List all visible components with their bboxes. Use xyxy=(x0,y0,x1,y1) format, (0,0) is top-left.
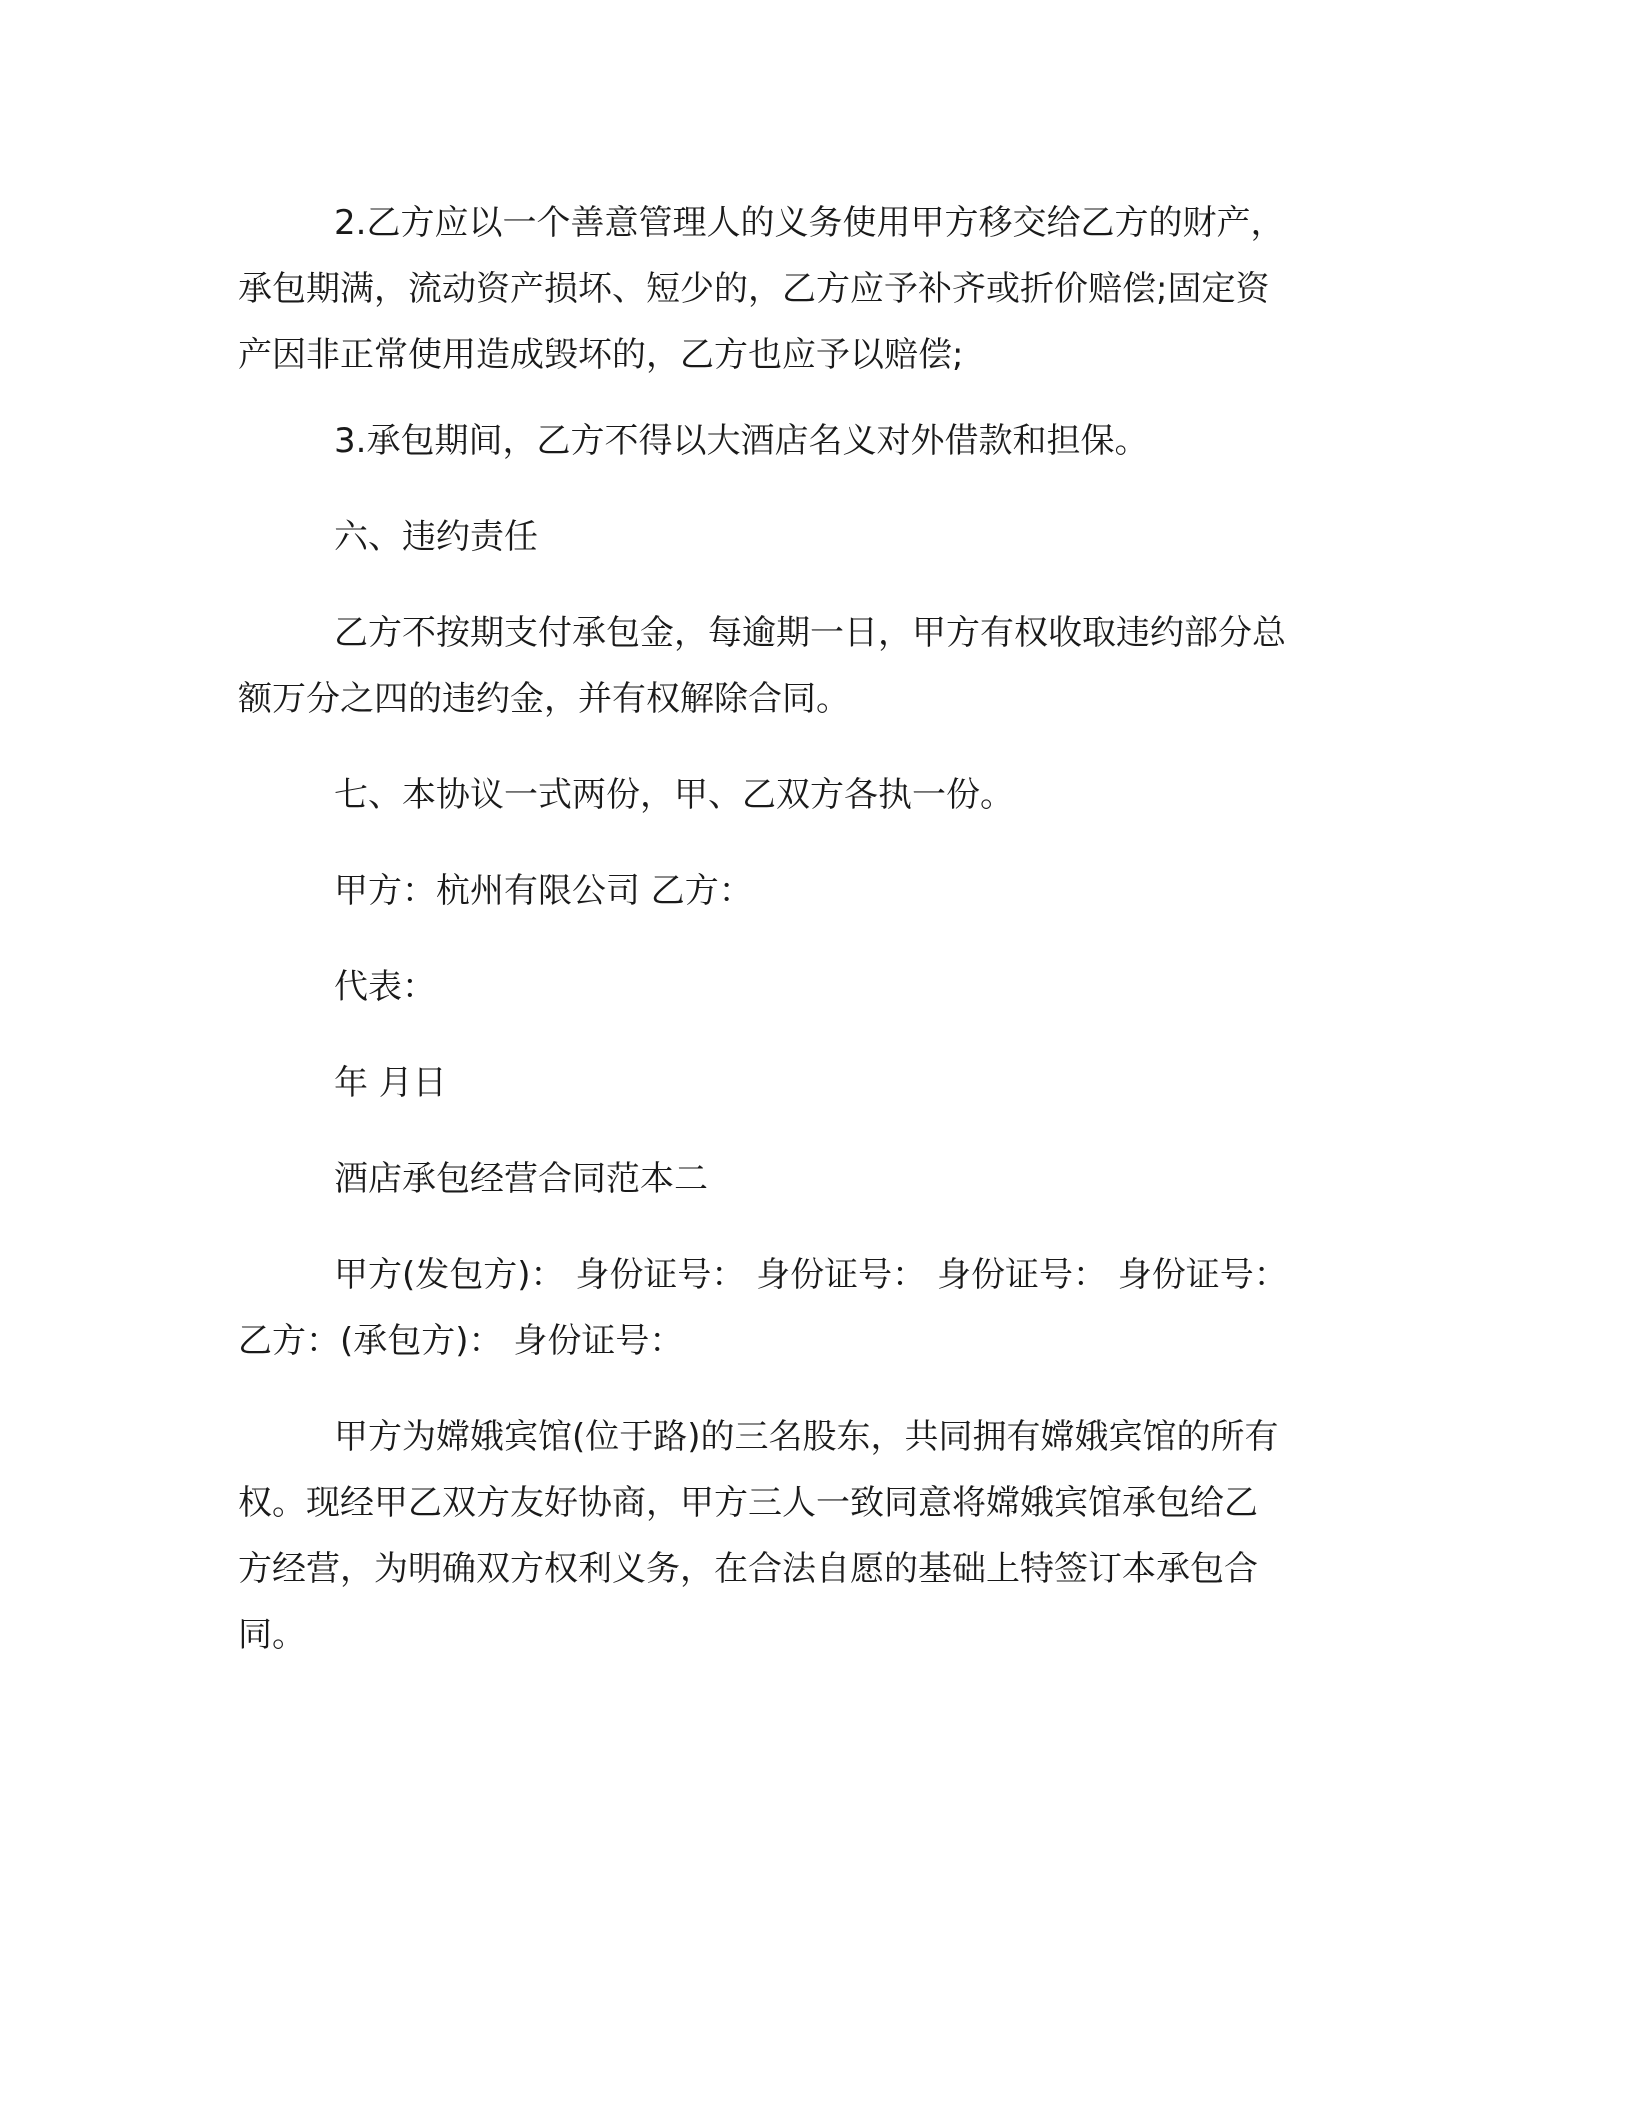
text-line: 代表： xyxy=(334,967,436,1007)
paragraph-introduction xyxy=(238,1404,1378,1668)
section-title-template-two xyxy=(238,1146,1378,1212)
text-line: 承包期满，流动资产损坏、短少的，乙方应予补齐或折价赔偿;固定资 xyxy=(238,269,1270,309)
text-line: 同。 xyxy=(238,1615,306,1655)
text-line: 酒店承包经营合同范本二 xyxy=(334,1159,708,1199)
text-line: 年 月日 xyxy=(334,1063,447,1103)
signature-date xyxy=(238,1050,1378,1116)
text-line: 六、违约责任 xyxy=(334,517,538,557)
signature-parties xyxy=(238,858,1378,924)
text-line: 权。现经甲乙双方友好协商，甲方三人一致同意将嫦娥宾馆承包给乙 xyxy=(238,1483,1258,1523)
text-line: 乙方不按期支付承包金，每逾期一日，甲方有权收取违约部分总 xyxy=(334,613,1286,653)
paragraph-no-borrowing xyxy=(238,408,1378,474)
text-line: 甲方为嫦娥宾馆(位于路)的三名股东，共同拥有嫦娥宾馆的所有 xyxy=(334,1417,1279,1457)
text-line: 方经营，为明确双方权利义务，在合法自愿的基础上特签订本承包合 xyxy=(238,1549,1258,1589)
text-line: 乙方：(承包方)： 身份证号： xyxy=(238,1321,684,1361)
text-line: 2.乙方应以一个善意管理人的义务使用甲方移交给乙方的财产， xyxy=(334,203,1285,243)
signature-representative xyxy=(238,954,1378,1020)
text-line: 产因非正常使用造成毁坏的，乙方也应予以赔偿; xyxy=(238,335,964,375)
section-heading-breach xyxy=(238,504,1378,570)
document-body xyxy=(238,190,1378,1668)
text-line: 额万分之四的违约金，并有权解除合同。 xyxy=(238,679,850,719)
text-line: 甲方：杭州有限公司 乙方： xyxy=(334,871,753,911)
paragraph-property-obligation xyxy=(238,190,1378,388)
text-line: 甲方(发包方)： 身份证号： 身份证号： 身份证号： 身份证号： xyxy=(334,1255,1288,1295)
paragraph-penalty xyxy=(238,600,1378,732)
text-line: 3.承包期间，乙方不得以大酒店名义对外借款和担保。 xyxy=(334,421,1149,461)
paragraph-party-ids xyxy=(238,1242,1378,1374)
paragraph-copies xyxy=(238,762,1378,828)
text-line: 七、本协议一式两份，甲、乙双方各执一份。 xyxy=(334,775,1014,815)
